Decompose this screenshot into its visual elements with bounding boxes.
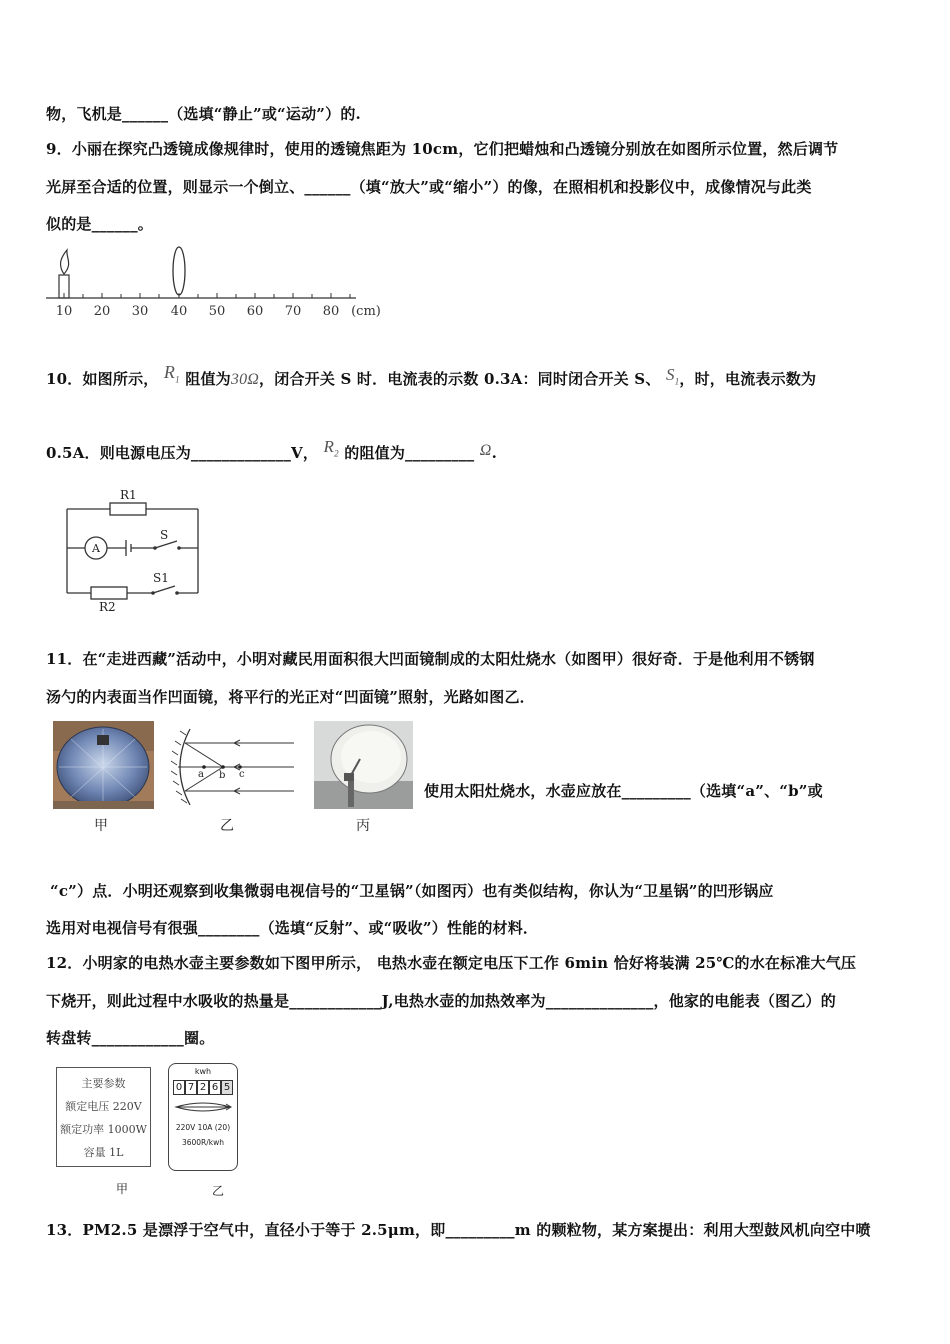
- ruler-tick-50: 50: [208, 304, 226, 319]
- caption-12-jia: 甲: [116, 1182, 129, 1196]
- candle-icon: [59, 250, 69, 298]
- meter-digit: 5: [221, 1080, 233, 1095]
- meter-rating: 220V 10A (20): [175, 1123, 231, 1132]
- switch-s: [155, 541, 177, 548]
- optical-bench-figure: [40, 240, 400, 322]
- s1-symbol: $S_1$: [665, 365, 680, 387]
- resistor-r2: [91, 587, 127, 599]
- question-9-line-2: 光屏至合适的位置，则显示一个倒立、______（填“放大”或“缩小”）的像，在照相机和投影仪中，成像情况与此类: [46, 178, 812, 196]
- meter-revs: 3600R/kwh: [181, 1138, 225, 1147]
- circuit-label-s: S: [160, 528, 169, 542]
- ruler-tick-70: 70: [284, 304, 302, 319]
- ruler-unit: (cm): [351, 304, 381, 319]
- ruler-tick-20: 20: [93, 304, 111, 319]
- caption-yi: 乙: [220, 818, 234, 834]
- point-b-label: b: [219, 770, 226, 781]
- meter-digit: 2: [197, 1080, 209, 1095]
- satellite-dish-photo: [314, 721, 413, 809]
- ruler-tick-30: 30: [131, 304, 149, 319]
- question-9-line-1: 9．小丽在探究凸透镜成像规律时，使用的透镜焦距为 10cm，它们把蜡烛和凸透镜分别放在如图所示位置，然后调节: [46, 140, 839, 158]
- electric-meter: [168, 1063, 238, 1171]
- circuit-label-s1: S1: [153, 571, 169, 585]
- omega-symbol: Ω: [479, 442, 492, 459]
- question-12-line-2: 下烧开，则此过程中水吸收的热量是____________J,电热水壶的加热效率为______________，他家的电能表（图乙）的: [46, 992, 836, 1010]
- resistor-r1: [110, 503, 146, 515]
- r2-symbol: $R_2$: [323, 437, 339, 459]
- convex-lens-icon: [173, 247, 185, 295]
- point-c-label: c: [239, 769, 245, 780]
- params-capacity: 容量 1L: [83, 1146, 124, 1159]
- question-12-line-1: 12．小明家的电热水壶主要参数如下图甲所示， 电热水壶在额定电压下工作 6min 恰好将装满 25℃的水在标准大气压: [46, 954, 857, 972]
- question-13-line-1: 13．PM2.5 是漂浮于空气中，直径小于等于 2.5μm，即_________m 的颗粒物，某方案提出：利用大型鼓风机向空中喷: [46, 1221, 871, 1239]
- circuit-label-ammeter: A: [92, 542, 100, 555]
- circuit-label-r1: R1: [120, 488, 137, 502]
- params-title: 主要参数: [81, 1077, 126, 1090]
- question-11-line-3: 使用太阳灶烧水，水壶应放在_________（选填“a”、“b”或: [424, 782, 823, 800]
- question-10-line-2: 0.5A．则电源电压为_____________V， $R_2$ 的阻值为_________ Ω.: [46, 437, 498, 462]
- caption-jia: 甲: [94, 818, 108, 834]
- question-10-line-1: 10．如图所示， $R_1$ 阻值为30Ω，闭合开关 S 时．电流表的示数 0.3A：同时闭合开关 S、 $S_1$，时，电流表示数为: [46, 362, 817, 388]
- point-a-label: a: [198, 769, 204, 780]
- meter-digit: 0: [173, 1080, 185, 1095]
- r1-value: 30Ω: [230, 371, 260, 388]
- meter-digit: 6: [209, 1080, 221, 1095]
- caption-bing: 丙: [356, 818, 370, 834]
- circuit-label-r2: R2: [99, 600, 116, 614]
- ruler-tick-40: 40: [170, 304, 188, 319]
- question-12-line-3: 转盘转____________圈。: [46, 1029, 215, 1047]
- switch-s1: [153, 586, 175, 593]
- ruler-tick-10: 10: [55, 304, 73, 319]
- text-line-1: 物，飞机是______（选填“静止”或“运动”）的.: [46, 105, 361, 123]
- question-9-line-3: 似的是______。: [46, 215, 154, 233]
- question-11-line-5: 选用对电视信号有很强________（选填“反射”、或“吸收”）性能的材料．: [46, 919, 539, 937]
- meter-digit: 7: [185, 1080, 197, 1095]
- concave-mirror-ray-diagram: [168, 725, 296, 810]
- caption-12-yi: 乙: [212, 1184, 225, 1198]
- question-11-line-2: 汤勺的内表面当作凹面镜，将平行的光正对“凹面镜”照射，光路如图乙．: [46, 688, 535, 706]
- meter-disc-icon: [170, 1097, 236, 1117]
- question-11-line-1: 11．在“走进西藏”活动中，小明对藏民用面积很大凹面镜制成的太阳灶烧水（如图甲）很好奇．于是他利用不锈钢: [46, 650, 815, 668]
- question-11-line-4: “c”）点．小明还观察到收集微弱电视信号的“卫星锅”（如图丙）也有类似结构，你认为“卫星锅”的凹形锅应: [50, 882, 774, 900]
- params-voltage: 额定电压 220V: [65, 1100, 142, 1113]
- r1-symbol: $R_1$: [163, 362, 180, 385]
- solar-cooker-photo: [53, 721, 154, 809]
- meter-digits: [169, 1080, 237, 1095]
- params-power: 额定功率 1000W: [60, 1123, 147, 1136]
- meter-unit: kwh: [194, 1067, 212, 1076]
- circuit-diagram: [55, 485, 210, 615]
- kettle-params-box: [56, 1067, 151, 1167]
- ruler-tick-60: 60: [246, 304, 264, 319]
- ruler-tick-80: 80: [322, 304, 340, 319]
